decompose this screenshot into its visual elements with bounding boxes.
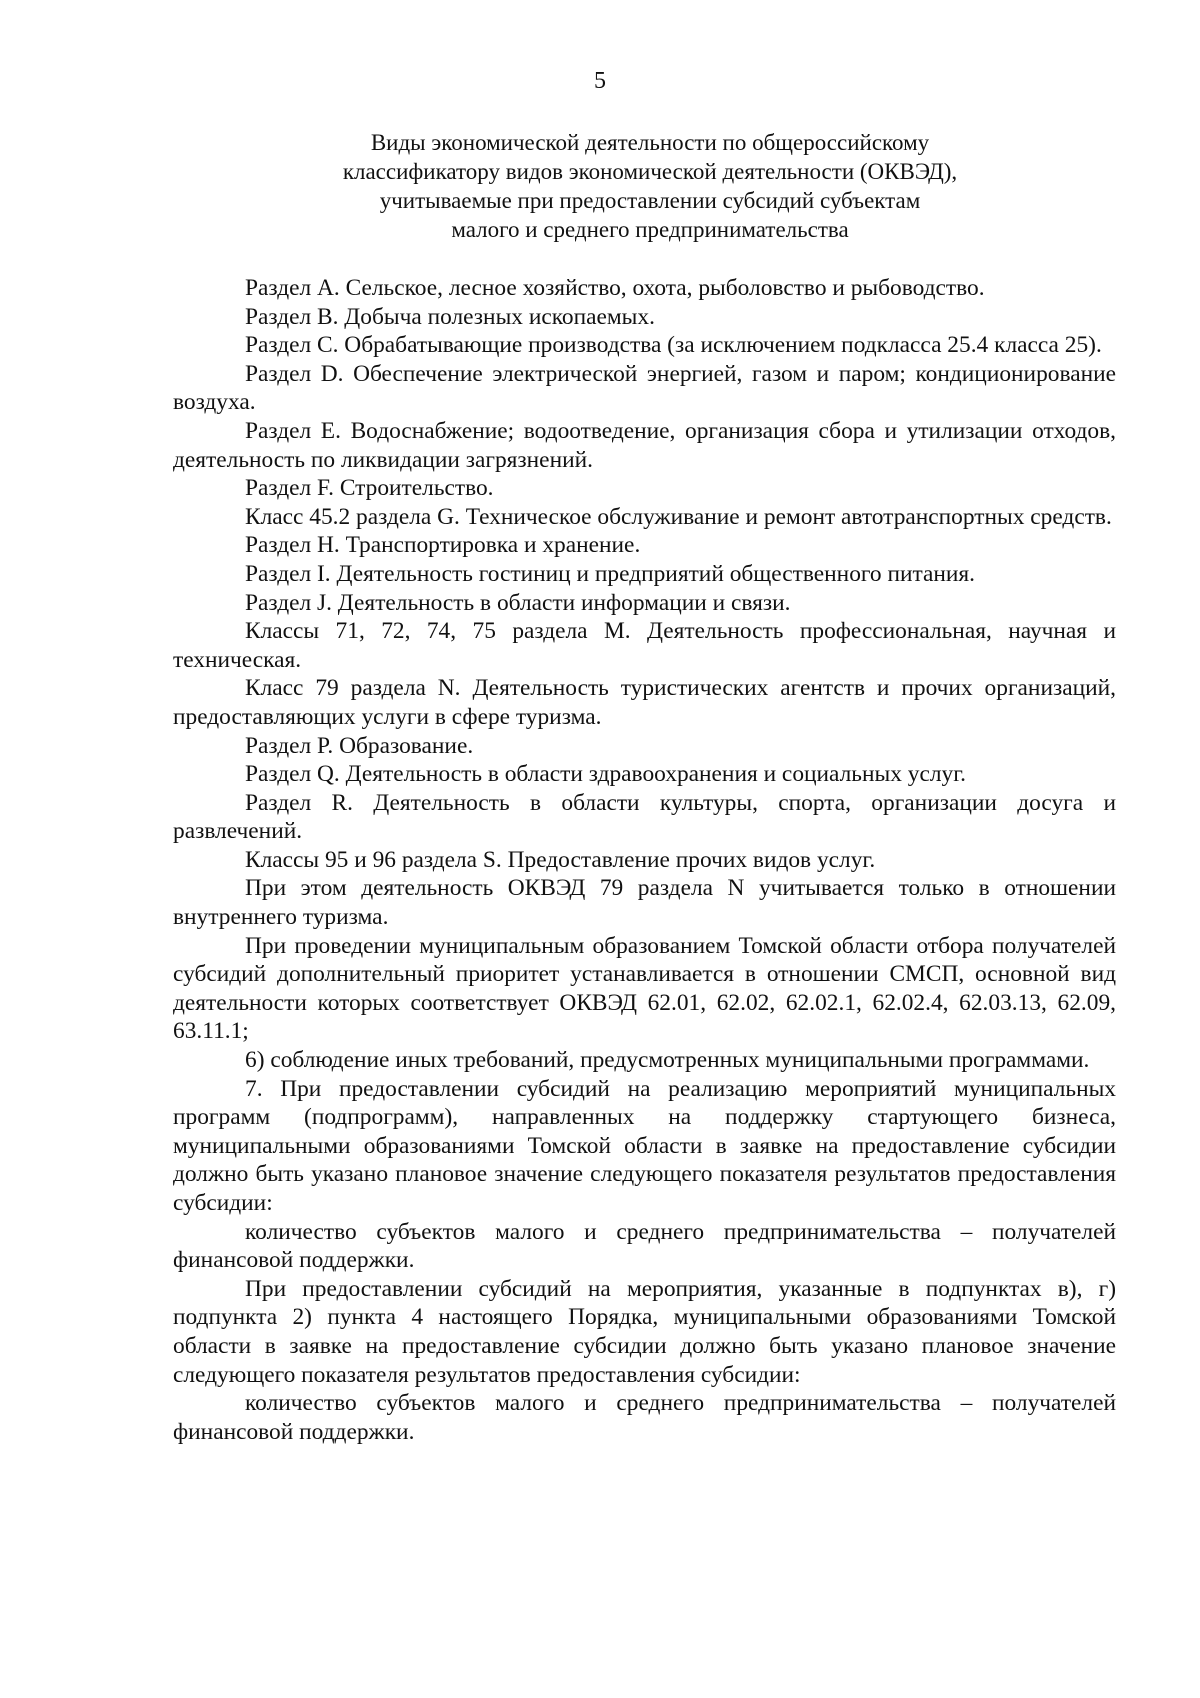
heading-line: Виды экономической деятельности по общероссийскому	[370, 130, 930, 155]
page-number: 5	[594, 68, 606, 94]
paragraph-domestic-tourism: При этом деятельность ОКВЭД 79 раздела N учитывается только в отношении внутреннего туризма.	[173, 875, 1116, 931]
paragraph-section-i: Раздел I. Деятельность гостиниц и предприятий общественного питания.	[245, 560, 976, 587]
paragraph-class-79: Класс 79 раздела N. Деятельность туристических агентств и прочих организаций, предоставляющих услуги в сфере туризма.	[173, 675, 1116, 730]
document-body	[173, 274, 1116, 1446]
paragraph-section-b: Раздел B. Добыча полезных ископаемых.	[245, 303, 655, 330]
heading-line: малого и среднего предпринимательства	[451, 217, 849, 242]
document-heading	[250, 128, 1050, 244]
paragraph-item-7: 7. При предоставлении субсидий на реализацию мероприятий муниципальных программ (подпрограмм), направленных на поддержку стартующего бизнеса, муниципальными образованиями Томской области в заявке на предоставление субсидии должно быть указано плановое значение следующего показателя результатов предоставления субсидии:	[173, 1075, 1116, 1216]
paragraph-indicator-1: количество субъектов малого и среднего предпринимательства – получателей финансовой поддержки.	[173, 1218, 1116, 1274]
heading-line: классификатору видов экономической деятельности (ОКВЭД),	[342, 159, 958, 184]
paragraph-section-s: Классы 95 и 96 раздела S. Предоставление прочих видов услуг.	[245, 846, 876, 873]
paragraph-section-m: Классы 71, 72, 74, 75 раздела M. Деятельность профессиональная, научная и техническая.	[173, 618, 1116, 673]
paragraph-indicator-2: количество субъектов малого и среднего предпринимательства – получателей финансовой поддержки.	[173, 1390, 1116, 1445]
paragraph-item-6: 6) соблюдение иных требований, предусмотренных муниципальными программами.	[245, 1047, 1090, 1074]
paragraph-section-h: Раздел H. Транспортировка и хранение.	[245, 532, 641, 559]
paragraph-section-r: Раздел R. Деятельность в области культуры, спорта, организации досуга и развлечений.	[173, 789, 1116, 845]
paragraph-section-d: Раздел D. Обеспечение электрической энергией, газом и паром; кондиционирование воздуха.	[173, 360, 1116, 416]
paragraph-section-c: Раздел C. Обрабатывающие производства (за исключением подкласса 25.4 класса 25).	[245, 332, 1102, 359]
paragraph-section-a: Раздел А. Сельское, лесное хозяйство, охота, рыболовство и рыбоводство.	[245, 275, 985, 301]
paragraph-section-f: Раздел F. Строительство.	[245, 475, 494, 502]
paragraph-subsidies: При предоставлении субсидий на мероприятия, указанные в подпунктах в), г) подпункта 2) пункта 4 настоящего Порядка, муниципальными образованиями Томской области в заявке на предоставление субсидии должно быть указано плановое значение следующего показателя результатов предоставления субсидии:	[173, 1275, 1116, 1388]
paragraph-section-e: Раздел E. Водоснабжение; водоотведение, организация сбора и утилизации отходов, деятельность по ликвидации загрязнений.	[173, 417, 1116, 473]
paragraph-class-45-2: Класс 45.2 раздела G. Техническое обслуживание и ремонт автотранспортных средств.	[245, 503, 1112, 530]
paragraph-section-q: Раздел Q. Деятельность в области здравоохранения и социальных услуг.	[245, 761, 966, 788]
heading-line: учитываемые при предоставлении субсидий субъектам	[379, 188, 921, 213]
paragraph-priority: При проведении муниципальным образованием Томской области отбора получателей субсидий дополнительный приоритет устанавливается в отношении СМСП, основной вид деятельности которых соответствует ОКВЭД 62.01, 62.02, 62.02.1, 62.02.4, 62.03.13, 62.09, 63.11.1;	[173, 932, 1116, 1045]
paragraph-section-p: Раздел P. Образование.	[245, 732, 474, 759]
paragraph-section-j: Раздел J. Деятельность в области информации и связи.	[245, 589, 791, 616]
